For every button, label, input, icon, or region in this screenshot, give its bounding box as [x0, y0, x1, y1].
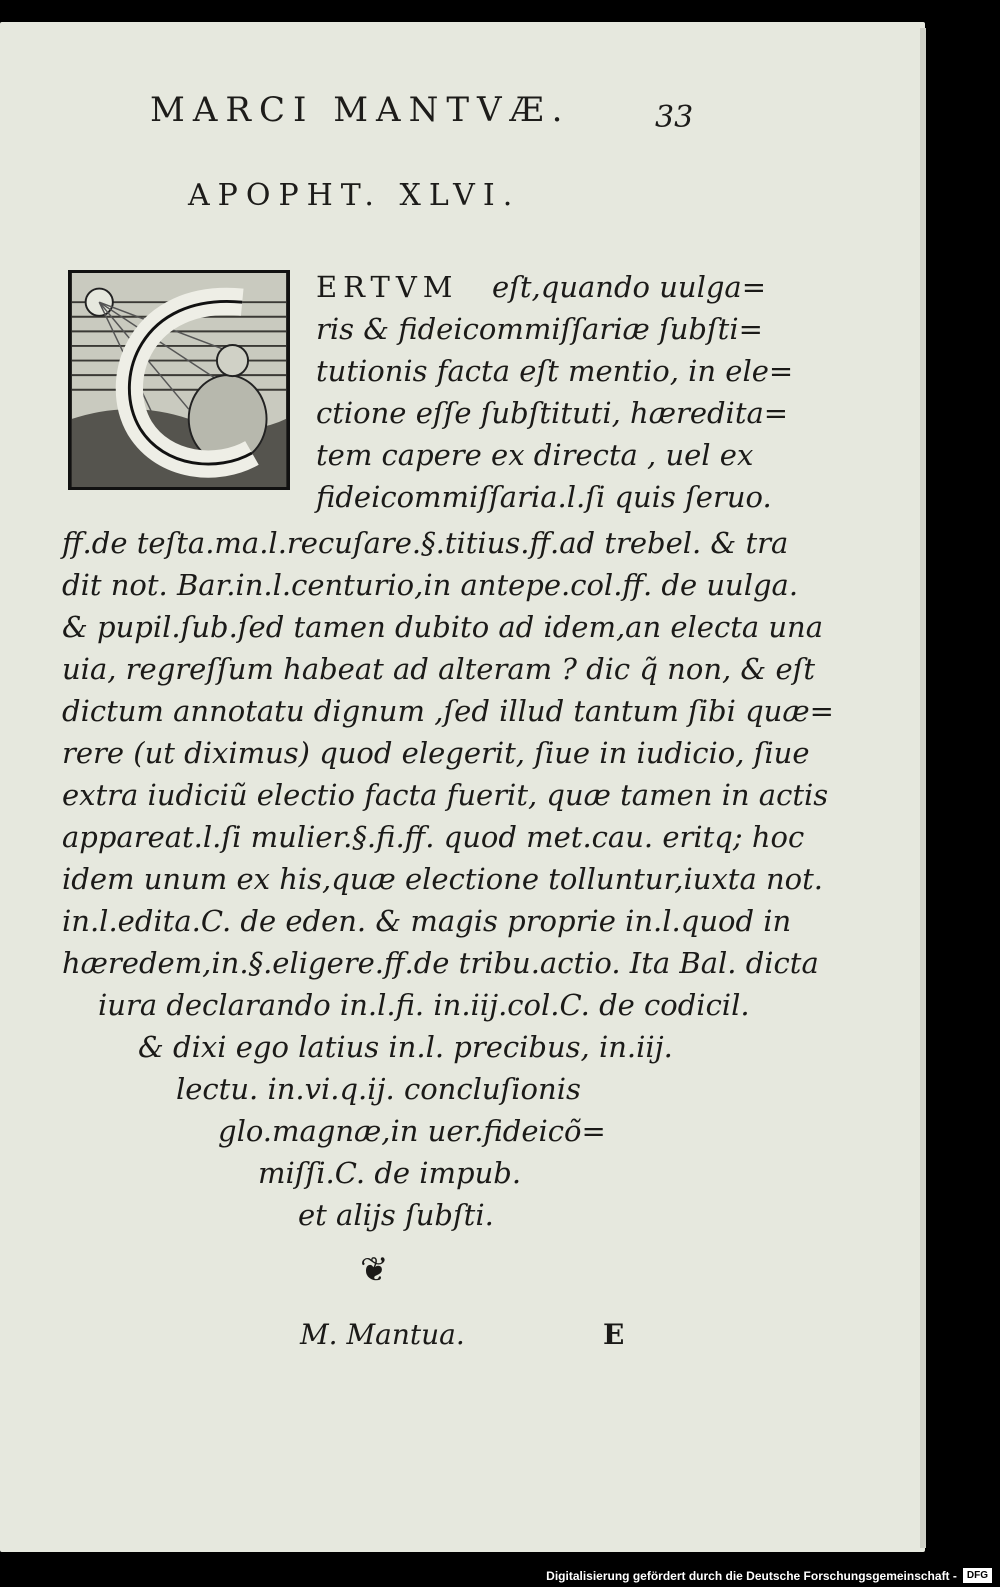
text-line: lectu. in.vi.q.ij. concluſionis	[176, 1072, 581, 1106]
text-line: extra iudiciũ electio facta fuerit, quæ tamen in actis	[62, 778, 829, 812]
text-line: dit not. Bar.in.l.centurio,in antepe.col.ff. de uulga.	[62, 568, 799, 602]
text-line: & dixi ego latius in.l. precibus, in.iij.	[138, 1030, 673, 1064]
text-line: idem unum ex his,quæ electione tolluntur,iuxta not.	[62, 862, 823, 896]
text-line: glo.magnæ,in uer.fideicõ=	[218, 1114, 606, 1148]
text-line: fideicommiſſaria.l.ſi quis ſeruo.	[316, 480, 772, 514]
text-line: eſt,quando uulga=	[492, 270, 766, 304]
text-line: in.l.edita.C. de eden. & magis proprie in.l.quod in	[62, 904, 792, 938]
text-line: iura declarando in.l.fi. in.iij.col.C. de codicil.	[98, 988, 750, 1022]
page-edge	[920, 28, 926, 1548]
text-line: ff.de teſta.ma.l.recuſare.§.titius.ff.ad trebel. & tra	[62, 526, 789, 560]
text-line: hæredem,in.§.eligere.ff.de tribu.actio. Ita Bal. dicta	[62, 946, 819, 980]
signature-mark: E	[603, 1318, 625, 1351]
running-title: MARCI MANTVÆ.	[150, 90, 571, 130]
page-number: 33	[655, 100, 694, 135]
text-line: dictum annotatu dignum ,ſed illud tantum ſibi quæ=	[62, 694, 834, 728]
text-line: uia, regreſſum habeat ad alteram ? dic q̃ non, & eſt	[62, 652, 816, 686]
dfg-logo: DFG	[963, 1568, 992, 1583]
credit-text: Digitalisierung gefördert durch die Deutsche Forschungsgemeinschaft -	[546, 1568, 957, 1583]
catchword-text: M. Mantua.	[300, 1318, 465, 1351]
catchword	[300, 1318, 465, 1351]
text-line: ctione eſſe ſubſtituti, hæredita=	[316, 396, 789, 430]
text-line: et alijs ſubſti.	[298, 1198, 494, 1232]
text-line: rere (ut diximus) quod elegerit, ſiue in iudicio, ſiue	[62, 736, 810, 770]
initial-word: ERTVM	[316, 270, 459, 304]
fleuron-icon: ❦	[360, 1250, 389, 1290]
text-line: tutionis facta eſt mentio, in ele=	[316, 354, 794, 388]
digitization-credit	[546, 1568, 992, 1583]
text-line: tem capere ex directa , uel ex	[316, 438, 754, 472]
initial-woodcut	[71, 273, 287, 487]
text-line: & pupil.ſub.ſed tamen dubito ad idem,an electa una	[62, 610, 824, 644]
text-line: miſſi.C. de impub.	[258, 1156, 522, 1190]
text-line: ris & fideicommiſſariæ ſubſti=	[316, 312, 763, 346]
text-line: appareat.l.ſi mulier.§.fi.ff. quod met.cau. eritq; hoc	[62, 820, 805, 854]
section-title: APOPHT. XLVI.	[188, 178, 521, 213]
decorated-initial-c-icon	[68, 270, 290, 490]
